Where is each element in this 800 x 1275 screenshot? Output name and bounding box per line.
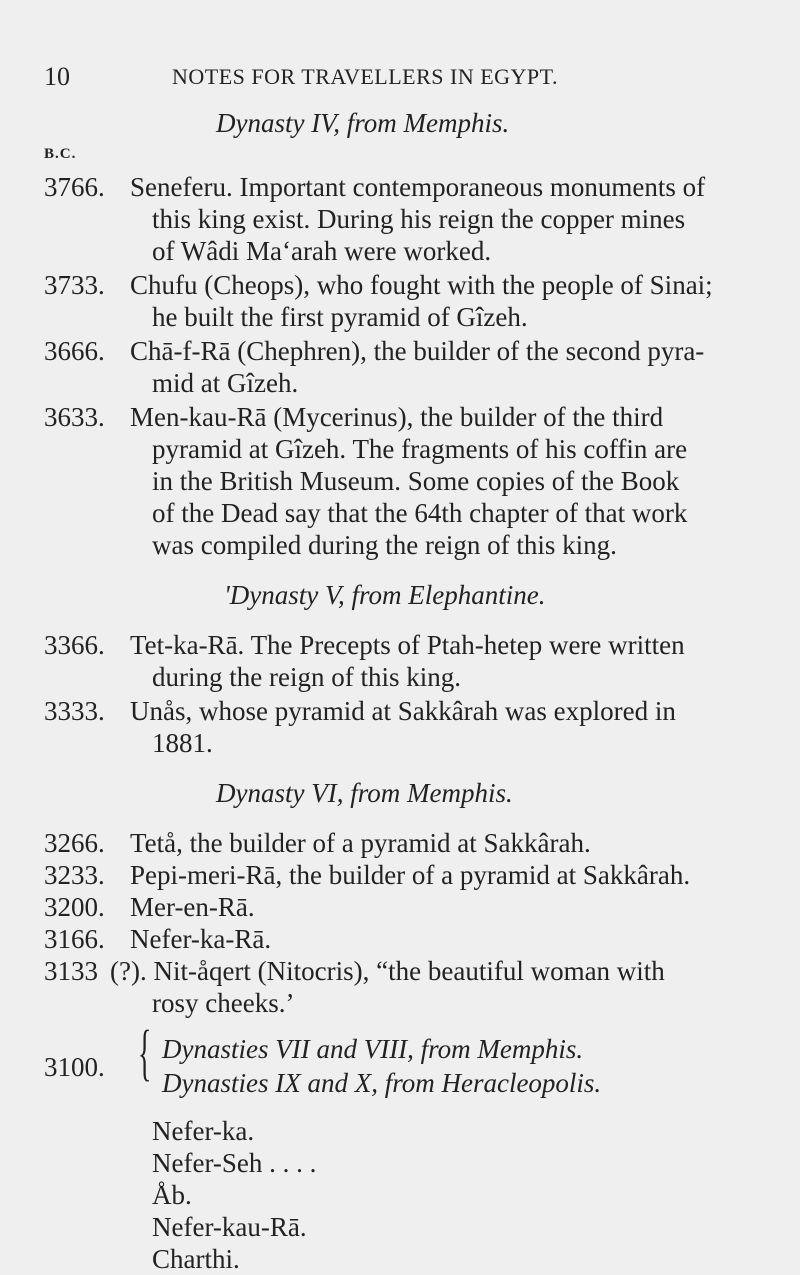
entry-line: Seneferu. Important contemporaneous monuments of bbox=[130, 172, 706, 202]
entry-line: he built the first pyramid of Gîzeh. bbox=[152, 302, 528, 332]
brace-icon: { bbox=[138, 1019, 152, 1087]
entry-line: Chā-f-Rā (Chephren), the builder of the second pyra- bbox=[130, 336, 705, 366]
entry-line: Men-kau-Rā (Mycerinus), the builder of the third bbox=[130, 402, 664, 432]
section-title-dynasty-vi: Dynasty VI, from Memphis. bbox=[216, 778, 513, 808]
running-title: NOTES FOR TRAVELLERS IN EGYPT. bbox=[172, 64, 558, 89]
king-name: Nefer-kau-Rā. bbox=[152, 1212, 307, 1242]
entry-line: in the British Museum. Some copies of the Book bbox=[152, 466, 680, 496]
entry-year: 3333. bbox=[44, 696, 105, 726]
entry-line: this king exist. During his reign the copper mines bbox=[152, 204, 686, 234]
section-title-dynasty-v: 'Dynasty V, from Elephantine. bbox=[224, 580, 546, 610]
king-name: Åb. bbox=[152, 1180, 192, 1210]
entry-line: Tetå, the builder of a pyramid at Sakkârah. bbox=[130, 828, 591, 858]
dynasty-title: Dynasties VII and VIII, from Memphis. bbox=[162, 1034, 584, 1064]
entry-line: pyramid at Gîzeh. The fragments of his coffin are bbox=[152, 434, 688, 464]
entry-year: 3133 bbox=[44, 956, 98, 986]
entry-line: (?). Nit-åqert (Nitocris), “the beautiful woman with bbox=[110, 956, 665, 986]
entry-year: 3633. bbox=[44, 402, 105, 432]
dynasty-title: Dynasties IX and X, from Heracleopolis. bbox=[162, 1068, 602, 1098]
entry-year: 3100. bbox=[44, 1052, 105, 1082]
entry-year: 3166. bbox=[44, 924, 105, 954]
entry-line: Nefer-ka-Rā. bbox=[130, 924, 272, 954]
entry-year: 3266. bbox=[44, 828, 105, 858]
king-name: Nefer-Seh . . . . bbox=[152, 1148, 317, 1178]
entry-year: 3733. bbox=[44, 270, 105, 300]
entry-year: 3200. bbox=[44, 892, 105, 922]
entry-line: was compiled during the reign of this king. bbox=[152, 530, 617, 560]
entry-line: Pepi-meri-Rā, the builder of a pyramid at Sakkârah. bbox=[130, 860, 691, 890]
entry-line: Mer-en-Rā. bbox=[130, 892, 255, 922]
page-header bbox=[0, 62, 800, 102]
king-name: Charthi. bbox=[152, 1244, 240, 1274]
king-name: Nefer-ka. bbox=[152, 1116, 255, 1146]
entry-line: 1881. bbox=[152, 728, 213, 758]
entry-line: Tet-ka-Rā. The Precepts of Ptah-hetep were written bbox=[130, 630, 685, 660]
entry-line: of the Dead say that the 64th chapter of that work bbox=[152, 498, 688, 528]
entry-line: during the reign of this king. bbox=[152, 662, 461, 692]
entry-line: of Wâdi Ma‘arah were worked. bbox=[152, 236, 492, 266]
entry-line: mid at Gîzeh. bbox=[152, 368, 299, 398]
entry-year: 3366. bbox=[44, 630, 105, 660]
bc-label: B.C. bbox=[44, 146, 77, 162]
entry-year: 3233. bbox=[44, 860, 105, 890]
entry-line: rosy cheeks.’ bbox=[152, 988, 295, 1018]
page-number: 10 bbox=[44, 62, 70, 91]
entry-year: 3766. bbox=[44, 172, 105, 202]
section-title-dynasty-iv: Dynasty IV, from Memphis. bbox=[216, 108, 510, 138]
entry-line: Chufu (Cheops), who fought with the people of Sinai; bbox=[130, 270, 713, 300]
entry-line: Unås, whose pyramid at Sakkârah was explored in bbox=[130, 696, 676, 726]
entry-year: 3666. bbox=[44, 336, 105, 366]
